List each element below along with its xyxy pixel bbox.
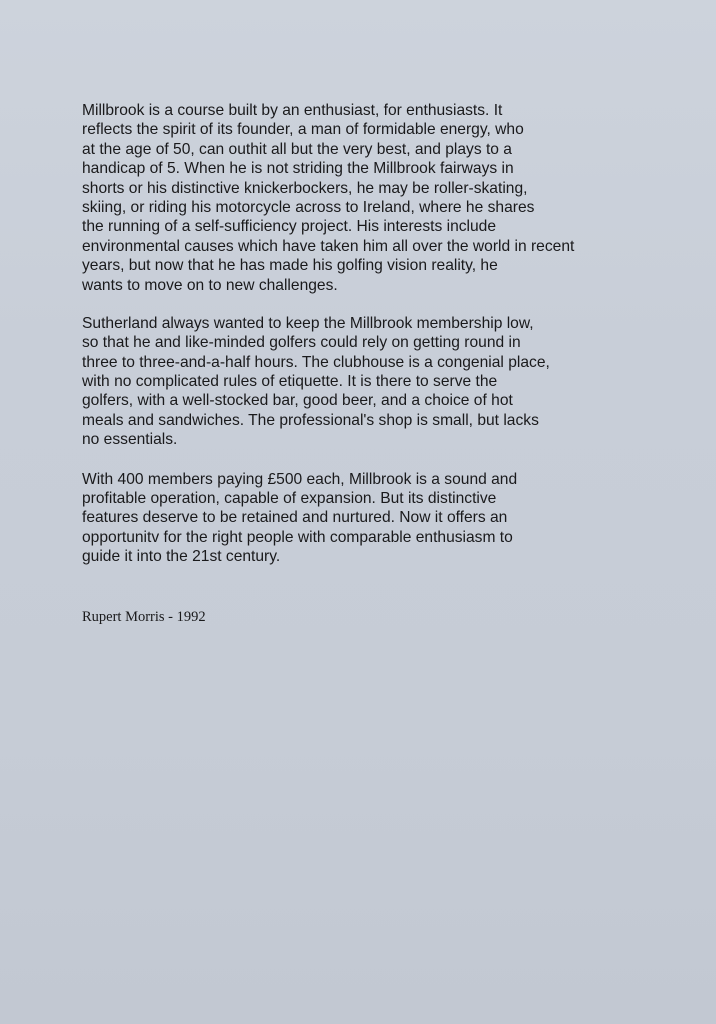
- text-line: Sutherland always wanted to keep the Millbrook membership low,: [82, 314, 534, 332]
- text-line: golfers, with a well-stocked bar, good beer, and a choice of hot: [82, 392, 513, 410]
- text-line: wants to move on to new challenges.: [82, 276, 338, 294]
- text-line: opportunitv for the right people with comparable enthusiasm to: [82, 528, 513, 546]
- text-line: at the age of 50, can outhit all but the very best, and plays to a: [82, 140, 512, 158]
- text-line: with no complicated rules of etiquette. It is there to serve the: [82, 373, 498, 391]
- text-line: skiing, or riding his motorcycle across to Ireland, where he shares: [82, 198, 535, 216]
- text-line: three to three-and-a-half hours. The clubhouse is a congenial place,: [82, 353, 550, 371]
- text-line: handicap of 5. When he is not striding the Millbrook fairways in: [82, 160, 514, 178]
- text-line: reflects the spirit of its founder, a man of formidable energy, who: [82, 121, 524, 139]
- text-line: features deserve to be retained and nurtured. Now it offers an: [82, 509, 508, 527]
- text-line: guide it into the 21st century.: [82, 548, 281, 566]
- text-line: shorts or his distinctive knickerbockers, he may be roller-skating,: [82, 179, 528, 197]
- text-line: With 400 members paying £500 each, Millbrook is a sound and: [82, 470, 518, 488]
- text-line: environmental causes which have taken him all over the world in recent: [82, 237, 575, 255]
- text-line: no essentials.: [82, 431, 178, 449]
- text-line: profitable operation, capable of expansion. But its distinctive: [82, 490, 497, 508]
- text-line: years, but now that he has made his golfing vision reality, he: [82, 257, 498, 275]
- document-body: [82, 101, 682, 567]
- paragraph-2: [82, 314, 682, 450]
- text-line: the running of a self-sufficiency project. His interests include: [82, 218, 497, 236]
- text-line: meals and sandwiches. The professional's shop is small, but lacks: [82, 411, 539, 429]
- text-line: Millbrook is a course built by an enthusiast, for enthusiasts. It: [82, 102, 503, 119]
- paragraph-1: [82, 101, 682, 295]
- text-line: so that he and like-minded golfers could rely on getting round in: [82, 334, 521, 352]
- paragraph-3: [82, 470, 682, 567]
- author-signature-line: Rupert Morris - 1992: [82, 609, 206, 625]
